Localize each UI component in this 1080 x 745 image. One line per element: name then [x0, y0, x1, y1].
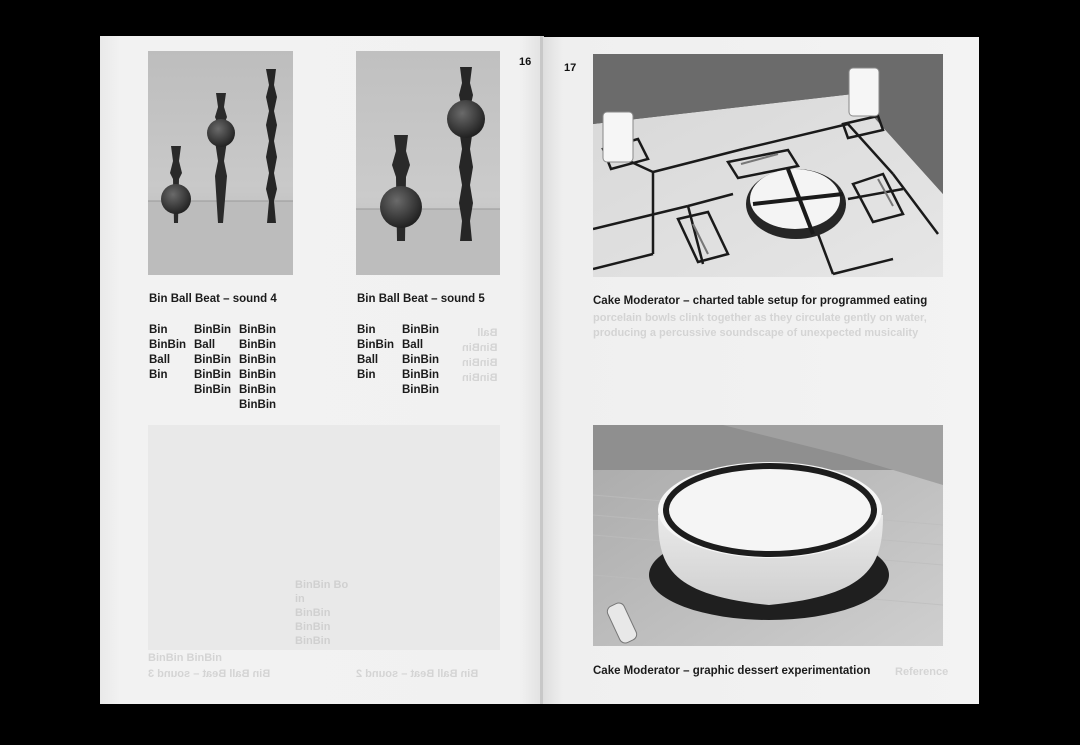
- score-word: BinBin: [194, 354, 232, 366]
- photo-cake-moderator-table: [593, 54, 943, 277]
- score-word: Ball: [402, 339, 424, 351]
- bleed-through-bottom-words: BinBin BinBin: [148, 652, 222, 664]
- photo-bin-ball-beat-4: [148, 51, 293, 275]
- score-word: Bin: [149, 324, 168, 336]
- score-word: BinBin: [194, 324, 232, 336]
- score-bin-ball-beat-4: [149, 323, 286, 413]
- score-word: BinBin: [357, 339, 395, 351]
- score-word: Bin: [357, 369, 376, 381]
- score-word: BinBin: [239, 384, 277, 396]
- score-word: BinBin: [149, 339, 187, 351]
- caption-cake-moderator-dessert: Cake Moderator – graphic dessert experimentation: [593, 665, 871, 677]
- caption-cake-moderator-table: Cake Moderator – charted table setup for programmed eating: [593, 295, 928, 307]
- score-word: Bin: [149, 369, 168, 381]
- score-word: BinBin: [402, 354, 440, 366]
- score-word: BinBin: [239, 369, 277, 381]
- bleed-through-words: BinBin Bo in BinBin BinBin BinBin: [295, 579, 349, 647]
- score-word: BinBin: [194, 369, 232, 381]
- score-word: BinBin: [402, 324, 440, 336]
- bleed-through-text: porcelain bowls clink together as they circulate gently on water, producing a percussive soundscape of unexpected musicality: [593, 312, 927, 339]
- score-word: Bin: [357, 324, 376, 336]
- score-word: BinBin: [402, 384, 440, 396]
- score-word: Ball: [149, 354, 171, 366]
- score-word: BinBin: [402, 369, 440, 381]
- photo-bin-ball-beat-5: [356, 51, 500, 275]
- page-number-left: 16: [519, 56, 532, 68]
- score-word: BinBin: [239, 339, 277, 351]
- score-word: BinBin: [239, 354, 277, 366]
- page-number-right: 17: [564, 62, 577, 74]
- bleed-through-caption-right: Bin Ball Beat – sound 2: [356, 668, 479, 680]
- photo-cake-moderator-dessert: [593, 425, 943, 646]
- caption-bin-ball-beat-4: Bin Ball Beat – sound 4: [149, 293, 277, 305]
- bleed-through-caption-left: Bin Ball Beat – sound 3: [148, 668, 271, 680]
- score-word: Ball: [357, 354, 379, 366]
- bleed-through-reference: Reference: [895, 666, 949, 678]
- caption-bin-ball-beat-5: Bin Ball Beat – sound 5: [357, 293, 485, 305]
- score-word: BinBin: [239, 399, 277, 411]
- score-word: BinBin: [194, 384, 232, 396]
- score-bin-ball-beat-5: [357, 323, 449, 398]
- score-word: BinBin: [239, 324, 277, 336]
- score-word: Ball: [194, 339, 216, 351]
- bleed-through-side-words: Ball BinBin BinBin BinBin: [462, 327, 498, 384]
